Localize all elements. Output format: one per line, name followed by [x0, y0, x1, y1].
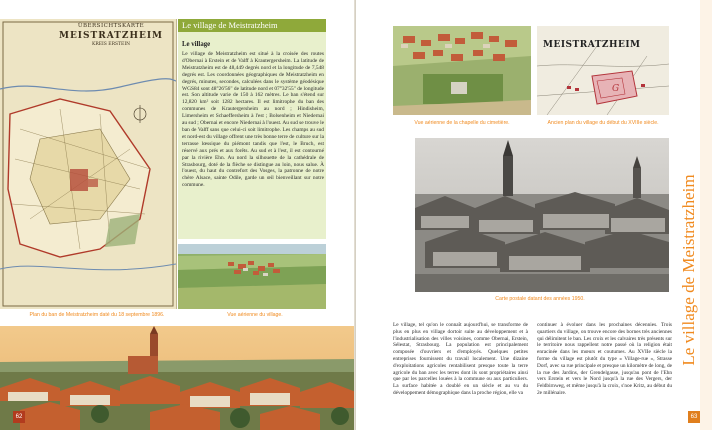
body-column-2: continuer à évoluer dans les prochaines décennies. Trois quartiers du village, on trouve encore des bornes très anciennes qui délimitent le ban. Les croix et les calvaires très présents sur le territoire nous rappellent notre passé où la religion était enracinée dans les mœurs et coutumes. Au XVIIe siècle la forme du village est plutôt du type « Village-rue », Strasse Dorf, avec sa rue principale et presque un kilomètre de long, de la rue des Jardins, der Grendelgasse, jusqu'au pont de l'Ehn vers Erstein et vers le Nord jusqu'à la rue des Vergers, der Feldbirnweg, et même jusqu'à la croix, s'noe Kritz, au début du 2e millénaire.: [537, 322, 672, 396]
aerial-village-image: [178, 244, 326, 309]
caption-map: Plan du ban de Meistratzheim daté du 18 septembre 1896.: [29, 312, 165, 318]
vertical-chapter-title: [674, 130, 704, 410]
chapel-aerial-image: [393, 26, 531, 115]
map-title-line1: ÜBERSICHTSKARTE: [77, 23, 145, 29]
historic-ban-map: [0, 19, 177, 309]
map-title: [46, 23, 176, 47]
caption-old-plan: Ancien plan du village du début du XVIIIe siècle.: [547, 120, 659, 126]
postcard-photo-1950s: [415, 138, 669, 292]
map-title-line2: MEISTRATZHEIM: [58, 31, 163, 41]
body-column-1: Le village, tel qu'on le connaît aujourd'hui, se transforme de plus en plus en village dortoir suite au développement et à l'industrialisation des villes voisines, comme Obernai, Erstein, Sélestat, Strasbourg. La population est principalement composée d'ouvriers et d'employés. Quelques petites entreprises fournissent du travail localement. Une dizaine d'exploitations agricoles rentabilisent presque toute la terre agricole du ban avec les terres dont ils sont propriétaires ainsi que par les parcelles louées à la commune ou aux particuliers. La surface habitée a doublé en un siècle et au vu du développement démographique dans la proche région, elle va: [393, 322, 528, 396]
chapel-aerial-photo: [393, 26, 531, 115]
caption-chapel: Vue aérienne de la chapelle du cimetière.: [414, 120, 510, 126]
old-plan-label: MEISTRATZHEIM: [543, 40, 641, 50]
map-title-line3: KREIS ERSTEIN: [91, 42, 131, 47]
page-number-left: 62: [13, 411, 25, 423]
aerial-village-photo: [178, 244, 326, 309]
old-village-plan: [537, 26, 669, 115]
vertical-chapter-title-text: Le village de Meistratzheim: [679, 174, 698, 366]
article-body: Le village de Meistratzheim est situé à la croisée des routes d'Obernai à Erstein et de Valff à Krautergersheim. La latitude de Meistratzheim est de 48,449 degrés nord et la longitude de 7,548 degrés est. Les coordonnées géographiques de Meistratzheim en degrés, minutes, secondes, calculées dans le système géodésique WGS84 sont 48°26'56" de latitude nord et 07°32'55" de longitude est. Son altitude varie de 150 à 162 mètres. Le ban s'étend sur 12,820 km² soit 1282 hectares. Il est limitrophe du ban des communes de Krautergersheim au nord ; Hindisheim, Limersheim et Schaeffersheim à l'est ; Bolsenheim et Niedernai au sud ; Obernai et encore Niedernai à l'ouest. Au sud se trouve le ban de Valff sans que celui-ci soit limitrophe. Les champs au sud et nord-est du village offrent une très bonne terre de culture sur la terrasse lœssique du piémont tandis que l'est, le Bruch, est réservé aux prés et aux forêts. Au sud et à l'est, il est contourné par la rivière Ehn. Au nord la silhouette de la cathédrale de Strasbourg, doté de la flèche se distingue au loin, nous salue. À l'ouest, du haut du contrefort des Vosges, la patronne de notre chère Alsace, sainte Odile, garde un œil bienveillant sur notre commune.: [182, 51, 324, 189]
village-panorama-photo: [0, 326, 356, 430]
page-number-right: 63: [688, 411, 700, 423]
svg-text:G: G: [612, 84, 620, 94]
caption-aerial: Vue aérienne du village.: [227, 312, 283, 318]
postcard-image: [415, 138, 669, 292]
panorama-image: [0, 326, 356, 430]
map-illustration: [0, 19, 176, 309]
article-heading: Le village: [182, 41, 211, 48]
caption-postcard: Carte postale datant des années 1950.: [495, 296, 585, 302]
section-header: Le village de Meistratzheim: [178, 19, 326, 32]
